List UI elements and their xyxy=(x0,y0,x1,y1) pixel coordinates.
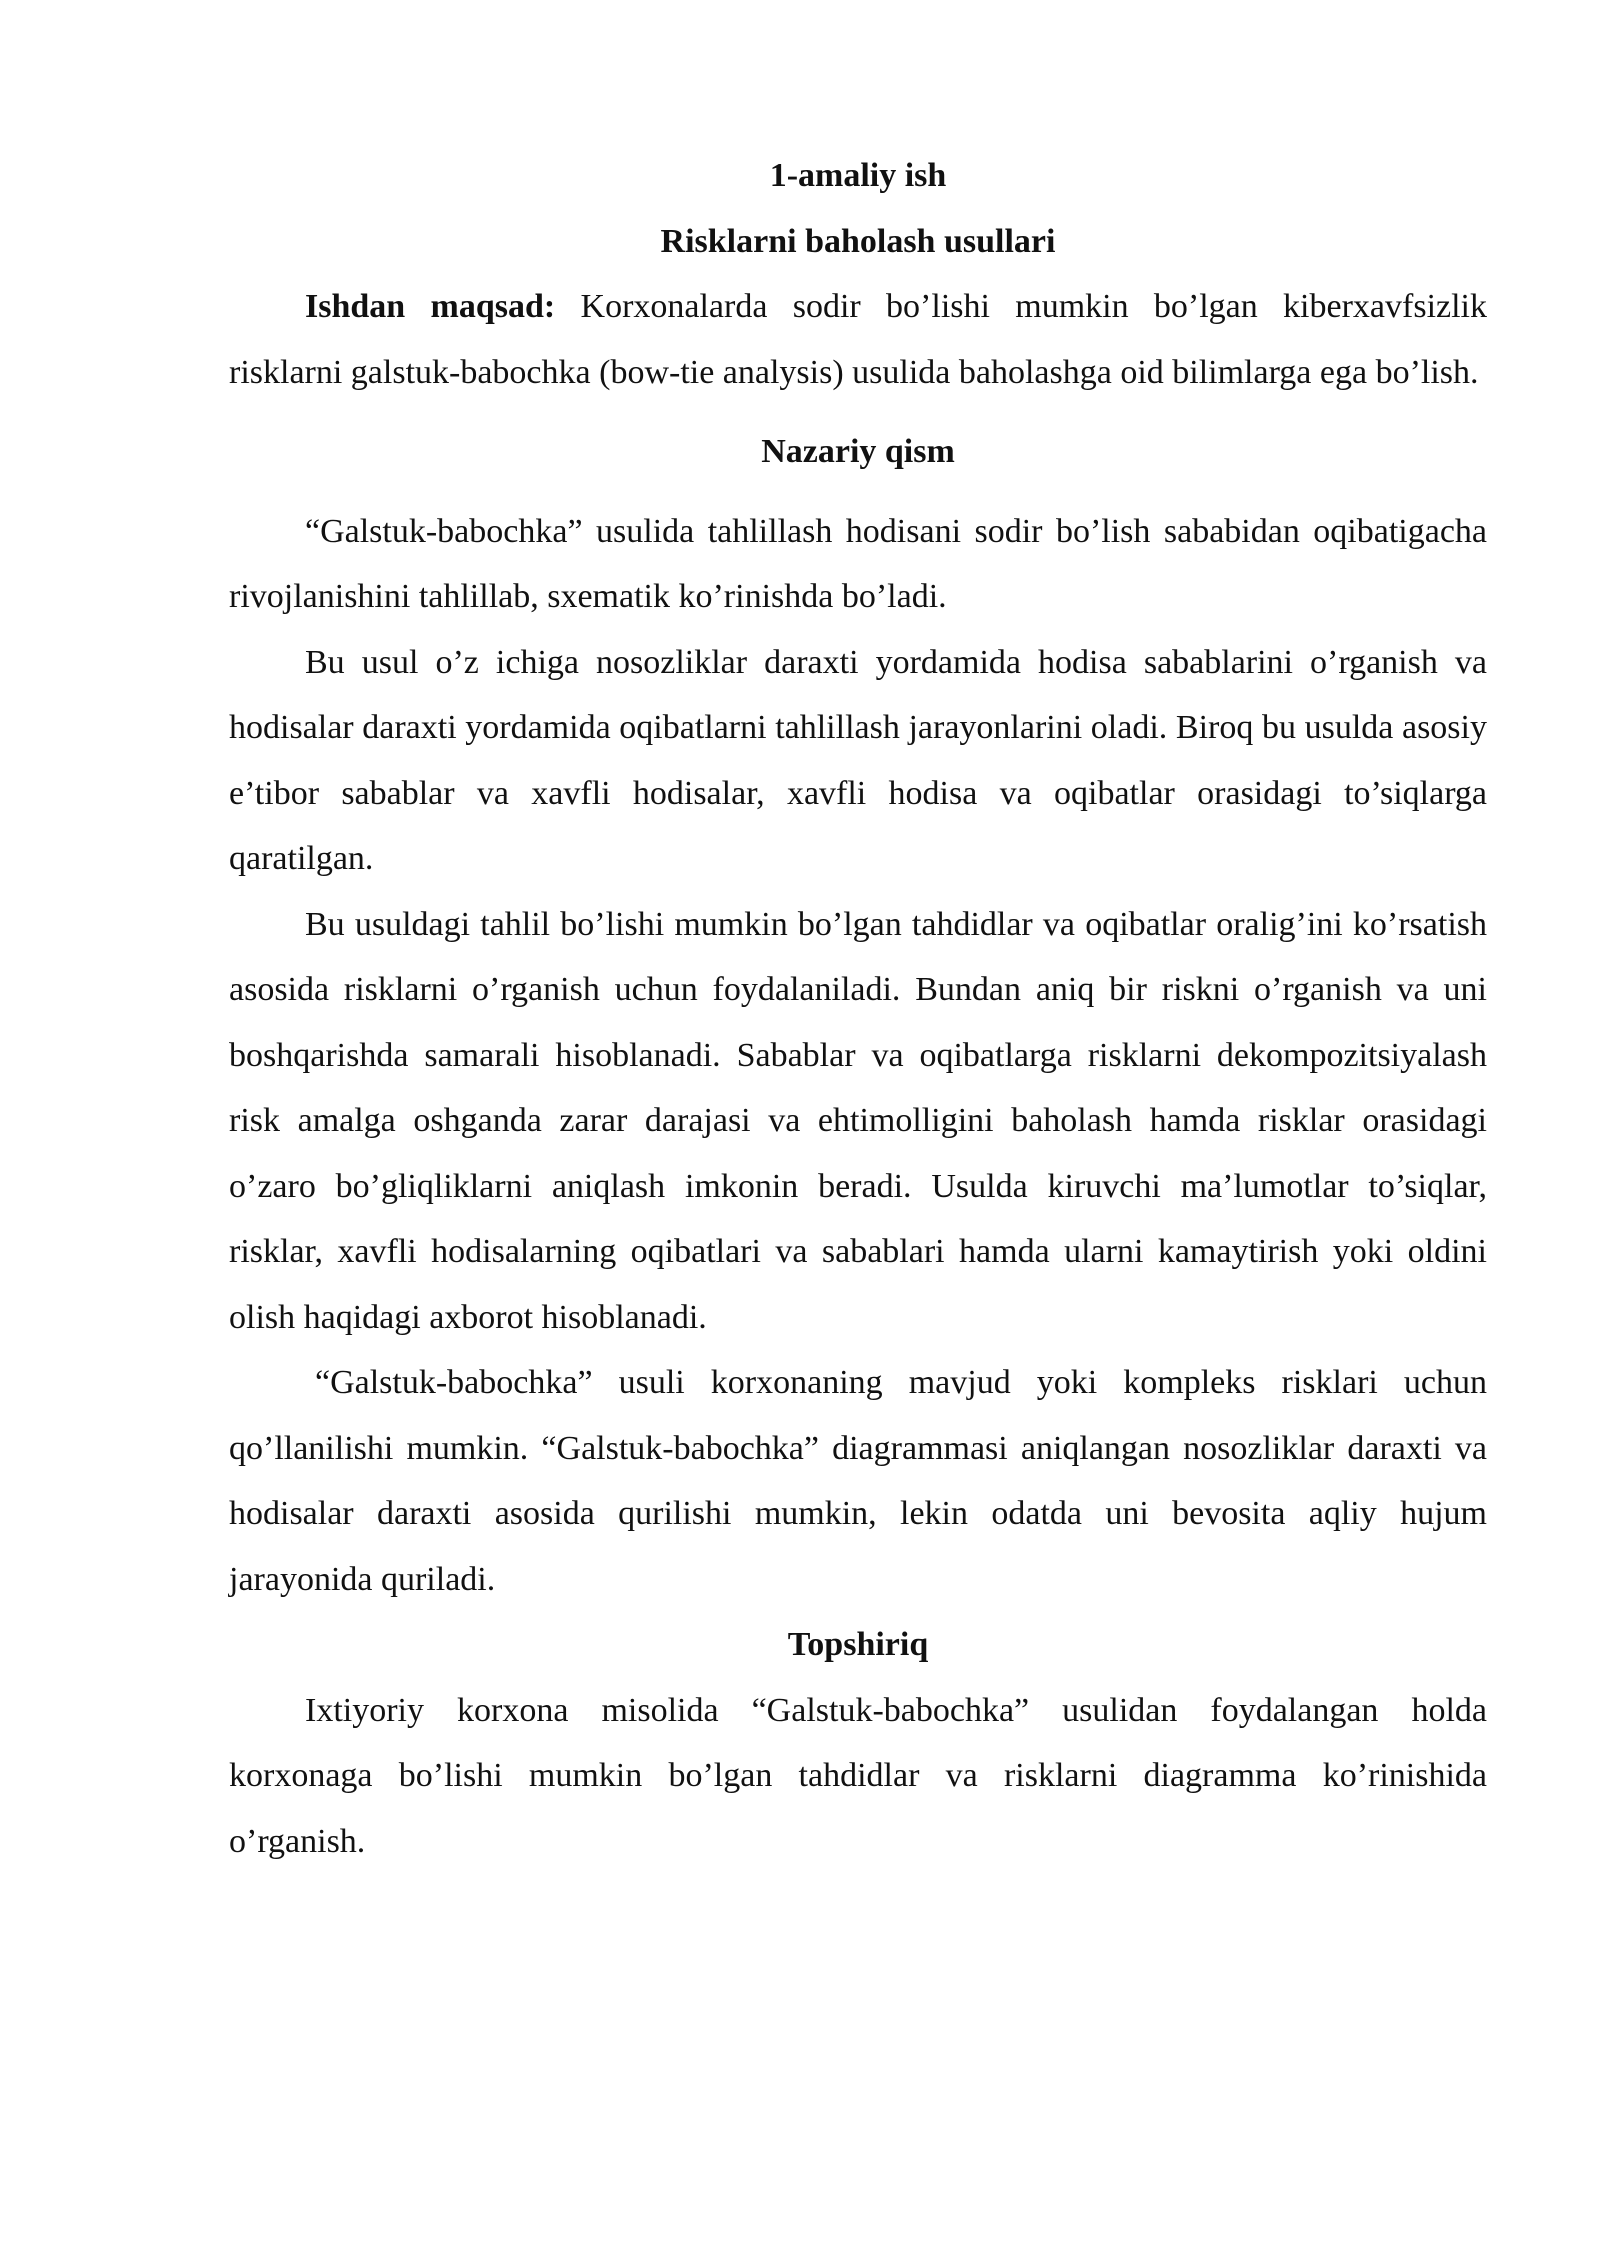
task-heading: Topshiriq xyxy=(787,1626,929,1663)
theory-paragraph-3: Bu usuldagi tahlil bo’lishi mumkin bo’lgan tahdidlar va oqibatlar oralig’ini ko’rsatish asosida risklarni o’rganish uchun foydalaniladi. Bundan aniq bir riskni o’rganish va uni boshqarishda samarali hisoblanadi. Sabablar va oqibatlarga risklarni dekompozitsiyalash risk amalga oshganda zarar darajasi va ehtimolligini baholash hamda risklar orasidagi o’zaro bo’gliqliklarni aniqlash imkonin beradi. Usulda kiruvchi ma’lumotlar to’siqlar, risklar, xavfli hodisalarning oqibatlari va sabablari hamda ularni kamaytirish yoki oldini olish haqidagi axborot hisoblanadi. xyxy=(229,905,1487,1336)
theory-paragraph-4: “Galstuk-babochka” usuli korxonaning mavjud yoki kompleks risklari uchun qo’llanilishi mumkin. “Galstuk-babochka” diagrammasi aniqlangan nosozliklar daraxti va hodisalar daraxti asosida qurilishi mumkin, lekin odatda uni bevosita aqliy hujum jarayonida quriladi. xyxy=(229,1364,1487,1598)
theory-heading: Nazariy qism xyxy=(761,433,955,470)
task-paragraph: Ixtiyoriy korxona misolida “Galstuk-babochka” usulidan foydalangan holda korxonaga bo’lishi mumkin bo’lgan tahdidlar va risklarni diagramma ko’rinishida o’rganish. xyxy=(229,1691,1487,1860)
practical-work-title: 1-amaliy ish xyxy=(769,157,947,194)
objective-paragraph xyxy=(229,274,1487,405)
theory-paragraph-1: “Galstuk-babochka” usulida tahlillash hodisani sodir bo’lish sababidan oqibatigacha rivojlanishini tahlillab, sxematik ko’rinishda bo’ladi. xyxy=(229,512,1487,615)
objective-text: Korxonalarda sodir bo’lishi mumkin bo’lgan kiberxavfsizlik risklarni galstuk-babochka (bow-tie analysis) usulida baholashga oid bilimlarga ega bo’lish. xyxy=(229,288,1487,391)
theory-paragraph-2: Bu usul o’z ichiga nosozliklar daraxti yordamida hodisa sabablarini o’rganish va hodisalar daraxti yordamida oqibatlarni tahlillash jarayonlarini oladi. Biroq bu usulda asosiy e’tibor sabablar va xavfli hodisalar, xavfli hodisa va oqibatlar orasidagi to’siqlarga qaratilgan. xyxy=(229,643,1487,877)
topic-title: Risklarni baholash usullari xyxy=(660,222,1056,260)
document-body xyxy=(229,143,1487,1874)
objective-label: Ishdan maqsad: xyxy=(305,288,556,325)
